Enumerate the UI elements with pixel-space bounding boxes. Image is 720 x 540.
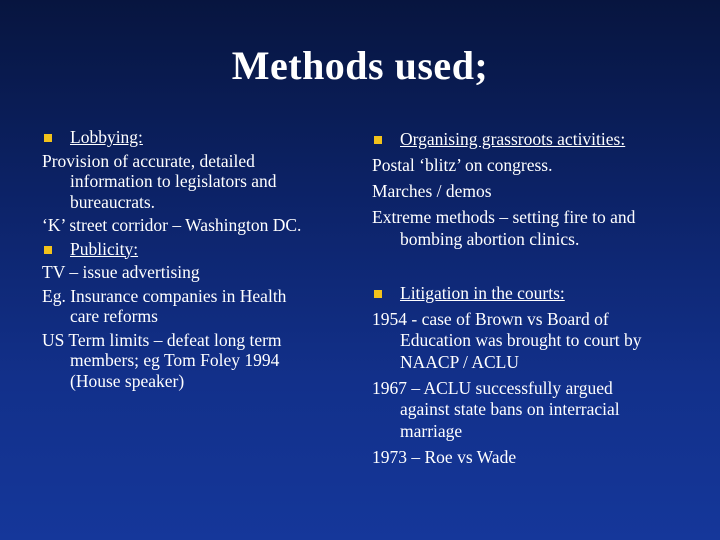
text-line: 1973 – Roe vs Wade [372,446,517,467]
bullet-icon [374,290,382,298]
slide-title: Methods used; [231,43,489,88]
bullet-icon [44,134,52,142]
heading-text: Organising grassroots activities: [400,129,626,149]
paragraph [42,151,352,213]
text-line: care reforms [70,306,158,326]
bullet-icon [374,136,382,144]
publicity-heading [42,239,352,260]
grassroots-heading [372,129,692,151]
text-line: Postal ‘blitz’ on congress. [372,155,553,175]
text-line: (House speaker) [70,370,185,391]
bullet-icon [44,246,52,254]
litigation-heading [372,283,692,305]
text-line: US Term limits – defeat long term [42,329,282,350]
heading-text: Litigation in the courts: [400,282,565,303]
text-line: 1954 - case of Brown vs Board of [372,308,609,329]
text-line: ‘K’ street corridor – Washington DC. [42,215,302,235]
text-line: Extreme methods – setting fire to and [372,207,636,227]
text-line: Provision of accurate, detailed [42,150,255,171]
text-line: against state bans on interracial [400,399,620,419]
right-column [372,129,692,473]
text-line: bombing abortion clinics. [400,228,580,249]
text-line: TV – issue advertising [42,262,200,282]
text-line: Marches / demos [372,181,492,201]
left-column [42,127,352,394]
heading-text: Publicity: [70,238,139,259]
lobbying-heading [42,127,352,148]
text-line: Education was brought to court by [400,330,642,350]
text-line: marriage [400,420,463,441]
text-line: information to legislators and [70,171,277,191]
text-line: 1967 – ACLU successfully argued [372,377,613,398]
heading-text: Lobbying: [70,127,143,147]
text-line: NAACP / ACLU [400,351,519,372]
text-line: bureaucrats. [70,191,156,212]
text-line: members; eg Tom Foley 1994 [70,350,280,370]
text-line: Eg. Insurance companies in Health [42,285,287,306]
